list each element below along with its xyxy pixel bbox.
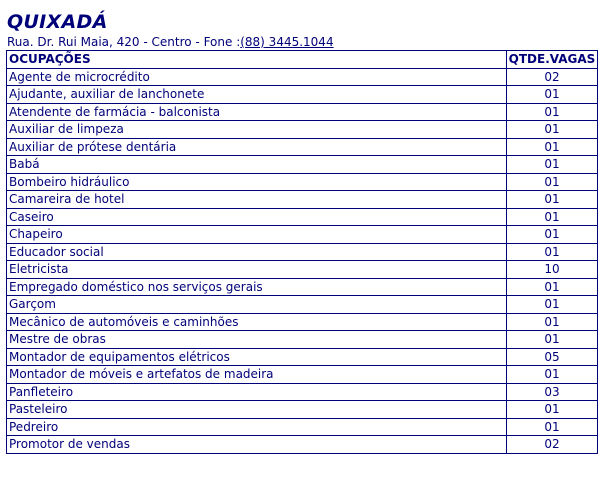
- occupation-cell: Promotor de vendas: [7, 436, 507, 454]
- occupation-cell: Auxiliar de limpeza: [7, 121, 507, 139]
- vacancies-cell: 02: [507, 436, 598, 454]
- table-row: [7, 226, 598, 244]
- table-row: [7, 366, 598, 384]
- vacancies-cell: 01: [507, 208, 598, 226]
- table-row: [7, 261, 598, 279]
- phone-link[interactable]: (88) 3445.1044: [240, 35, 334, 49]
- occupation-cell: Bombeiro hidráulico: [7, 173, 507, 191]
- occupation-cell: Camareira de hotel: [7, 191, 507, 209]
- vacancies-cell: 01: [507, 243, 598, 261]
- table-row: [7, 436, 598, 454]
- occupation-cell: Montador de móveis e artefatos de madeira: [7, 366, 507, 384]
- vacancies-cell: 01: [507, 121, 598, 139]
- table-row: [7, 401, 598, 419]
- occupation-cell: Educador social: [7, 243, 507, 261]
- table-row: [7, 313, 598, 331]
- table-row: [7, 103, 598, 121]
- occupation-cell: Auxiliar de prótese dentária: [7, 138, 507, 156]
- table-row: [7, 383, 598, 401]
- table-row: [7, 348, 598, 366]
- vacancies-cell: 01: [507, 418, 598, 436]
- vacancies-cell: 01: [507, 296, 598, 314]
- occupation-cell: Empregado doméstico nos serviços gerais: [7, 278, 507, 296]
- vacancies-cell: 01: [507, 366, 598, 384]
- occupation-cell: Mecânico de automóveis e caminhões: [7, 313, 507, 331]
- occupation-cell: Pedreiro: [7, 418, 507, 436]
- vacancies-column-header: QTDE.VAGAS: [507, 51, 598, 69]
- table-row: [7, 331, 598, 349]
- vacancies-cell: 01: [507, 86, 598, 104]
- table-row: [7, 208, 598, 226]
- address-line: [7, 35, 334, 50]
- occupation-cell: Babá: [7, 156, 507, 174]
- vacancies-cell: 01: [507, 191, 598, 209]
- vacancies-cell: 01: [507, 278, 598, 296]
- vacancies-cell: 01: [507, 313, 598, 331]
- occupation-cell: Chapeiro: [7, 226, 507, 244]
- occupation-cell: Montador de equipamentos elétricos: [7, 348, 507, 366]
- vacancies-cell: 01: [507, 226, 598, 244]
- vacancies-cell: 03: [507, 383, 598, 401]
- table-row: [7, 156, 598, 174]
- vacancies-cell: 01: [507, 401, 598, 419]
- occupation-cell: Pasteleiro: [7, 401, 507, 419]
- table-row: [7, 243, 598, 261]
- table-row: [7, 191, 598, 209]
- occupation-cell: Mestre de obras: [7, 331, 507, 349]
- occupation-cell: Garçom: [7, 296, 507, 314]
- table-row: [7, 68, 598, 86]
- vacancies-table: [6, 50, 598, 454]
- table-header-row: [7, 51, 598, 69]
- vacancies-cell: 01: [507, 173, 598, 191]
- city-title: QUIXADÁ: [7, 11, 108, 33]
- table-row: [7, 86, 598, 104]
- table-row: [7, 121, 598, 139]
- vacancies-cell: 01: [507, 156, 598, 174]
- table-row: [7, 278, 598, 296]
- table-row: [7, 173, 598, 191]
- occupation-cell: Panfleteiro: [7, 383, 507, 401]
- address-text: Rua. Dr. Rui Maia, 420 - Centro - Fone :: [7, 35, 241, 49]
- occupation-cell: Caseiro: [7, 208, 507, 226]
- vacancies-cell: 01: [507, 138, 598, 156]
- occupation-cell: Agente de microcrédito: [7, 68, 507, 86]
- occupation-cell: Eletricista: [7, 261, 507, 279]
- occupations-column-header: OCUPAÇÕES: [7, 51, 507, 69]
- vacancies-cell: 01: [507, 331, 598, 349]
- vacancies-cell: 10: [507, 261, 598, 279]
- table-row: [7, 296, 598, 314]
- table-row: [7, 138, 598, 156]
- vacancies-cell: 01: [507, 103, 598, 121]
- vacancies-cell: 05: [507, 348, 598, 366]
- occupation-cell: Atendente de farmácia - balconista: [7, 103, 507, 121]
- occupation-cell: Ajudante, auxiliar de lanchonete: [7, 86, 507, 104]
- vacancies-cell: 02: [507, 68, 598, 86]
- table-row: [7, 418, 598, 436]
